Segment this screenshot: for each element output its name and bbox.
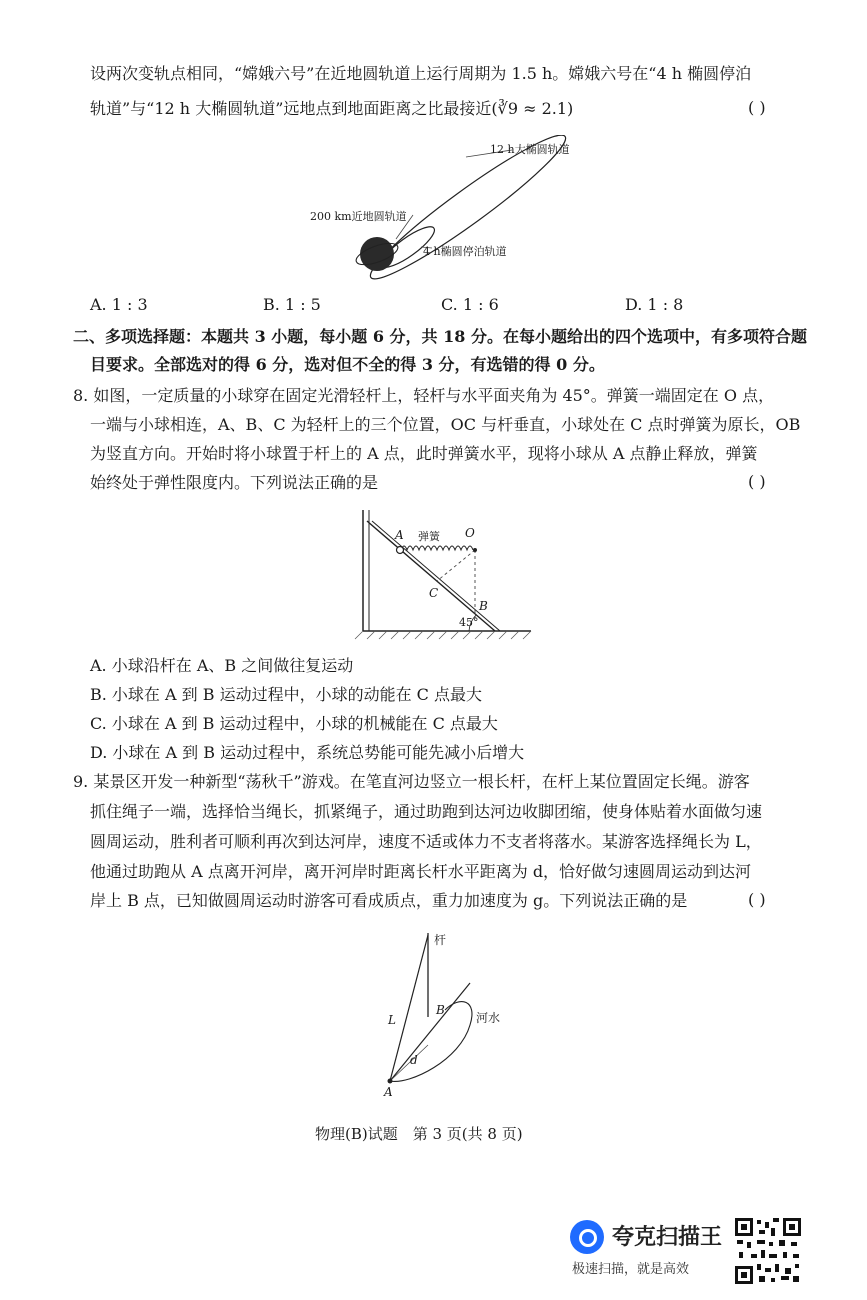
label-a: A bbox=[384, 1085, 393, 1099]
river-bank bbox=[390, 983, 470, 1081]
label-angle: 45° bbox=[459, 616, 479, 629]
q9-swing-figure bbox=[370, 925, 520, 1100]
q7-option-a: A. 1 : 3 bbox=[90, 295, 148, 314]
watermark-slogan: 极速扫描，就是高效 bbox=[572, 1262, 690, 1277]
label-l: L bbox=[388, 1013, 396, 1027]
q8-text-line-2: 一端与小球相连，A、B、C 为轻杆上的三个位置，OC 与杆垂直，小球处在 C 点时弹簧为原长，OB bbox=[90, 415, 801, 434]
q7-option-d: D. 1 : 8 bbox=[625, 295, 684, 314]
q8-option-a: A. 小球沿杆在 A、B 之间做往复运动 bbox=[90, 656, 354, 675]
ground-hatch bbox=[355, 631, 531, 639]
spring bbox=[401, 546, 473, 550]
q8-option-d: D. 小球在 A 到 B 运动过程中，系统总势能可能先减小后增大 bbox=[90, 743, 525, 762]
label-pole: 杆 bbox=[434, 933, 447, 947]
label-12h-orbit: 12 h大椭圆轨道 bbox=[490, 143, 570, 156]
qr-code-icon bbox=[735, 1218, 801, 1284]
q9-text-line-3: 圆周运动，胜利者可顺利再次到达河岸，速度不适或体力不支者将落水。某游客选择绳长为 L， bbox=[90, 832, 762, 851]
incline-diagram bbox=[345, 505, 535, 640]
scanner-watermark bbox=[570, 1218, 730, 1278]
label-d: d bbox=[410, 1053, 418, 1067]
label-b: B bbox=[436, 1003, 445, 1017]
section2-heading-line-2: 目要求。全部选对的得 6 分，选对但不全的得 3 分，有选错的得 0 分。 bbox=[90, 355, 605, 374]
watermark-brand: 夸克扫描王 bbox=[612, 1225, 723, 1250]
d-line bbox=[390, 1045, 428, 1081]
quark-logo-icon bbox=[570, 1220, 604, 1254]
q7-answer-paren: ( ) bbox=[748, 98, 766, 117]
q9-text-line-2: 抓住绳子一端，选择恰当绳长，抓紧绳子，通过助跑到达河边收脚团缩，使身体贴着水面做匀速 bbox=[90, 802, 763, 821]
label-river: 河水 bbox=[476, 1011, 501, 1025]
q9-text-line-1: 9. 某景区开发一种新型“荡秋千”游戏。在笔直河边竖立一根长杆，在杆上某位置固定长绳。游客 bbox=[73, 772, 750, 791]
q9-text-line-4: 他通过助跑从 A 点离开河岸，离开河岸时距离长杆水平距离为 d，恰好做匀速圆周运动到达河 bbox=[90, 862, 752, 881]
point-a bbox=[388, 1079, 393, 1084]
label-b: B bbox=[479, 599, 488, 613]
label-o: O bbox=[465, 526, 475, 540]
label-200km-orbit: 200 km近地圆轨道 bbox=[310, 210, 407, 223]
q8-text-line-4: 始终处于弹性限度内。下列说法正确的是 bbox=[90, 473, 379, 492]
q7-option-b: B. 1 : 5 bbox=[263, 295, 321, 314]
q9-text-line-5: 岸上 B 点，已知做圆周运动时游客可看成质点，重力加速度为 g。下列说法正确的是 bbox=[90, 891, 688, 910]
q8-option-b: B. 小球在 A 到 B 运动过程中，小球的动能在 C 点最大 bbox=[90, 685, 483, 704]
q8-answer-paren: ( ) bbox=[748, 472, 766, 491]
q7-text-line-2: 轨道”与“12 h 大椭圆轨道”远地点到地面距离之比最接近(∛9 ≈ 2.1) bbox=[90, 99, 574, 118]
q7-text-line-1: 设两次变轨点相同，“嫦娥六号”在近地圆轨道上运行周期为 1.5 h。嫦娥六号在“4 h 椭圆停泊 bbox=[90, 64, 752, 83]
label-spring: 弹簧 bbox=[418, 530, 440, 543]
q9-answer-paren: ( ) bbox=[748, 890, 766, 909]
q7-orbit-figure bbox=[300, 135, 600, 285]
OC-dashed bbox=[437, 550, 475, 581]
rope bbox=[390, 935, 428, 1081]
label-4h-orbit: 4 h椭圆停泊轨道 bbox=[423, 245, 507, 258]
q7-option-c: C. 1 : 6 bbox=[441, 295, 499, 314]
q8-option-c: C. 小球在 A 到 B 运动过程中，小球的机械能在 C 点最大 bbox=[90, 714, 498, 733]
point-o bbox=[473, 548, 477, 552]
q8-text-line-1: 8. 如图，一定质量的小球穿在固定光滑轻杆上，轻杆与水平面夹角为 45°。弹簧一端固定在 O 点， bbox=[73, 386, 775, 405]
q8-text-line-3: 为竖直方向。开始时将小球置于杆上的 A 点，此时弹簧水平，现将小球从 A 点静止释放，弹簧 bbox=[90, 444, 758, 463]
page-footer: 物理(B)试题 第 3 页(共 8 页) bbox=[315, 1125, 523, 1143]
earth bbox=[360, 237, 394, 271]
label-c: C bbox=[429, 586, 439, 600]
section2-heading-line-1: 二、多项选择题：本题共 3 小题，每小题 6 分，共 18 分。在每小题给出的四个选项中，有多项符合题 bbox=[73, 327, 807, 346]
q8-incline-figure bbox=[345, 505, 535, 640]
label-a: A bbox=[395, 528, 404, 542]
ball bbox=[397, 547, 404, 554]
